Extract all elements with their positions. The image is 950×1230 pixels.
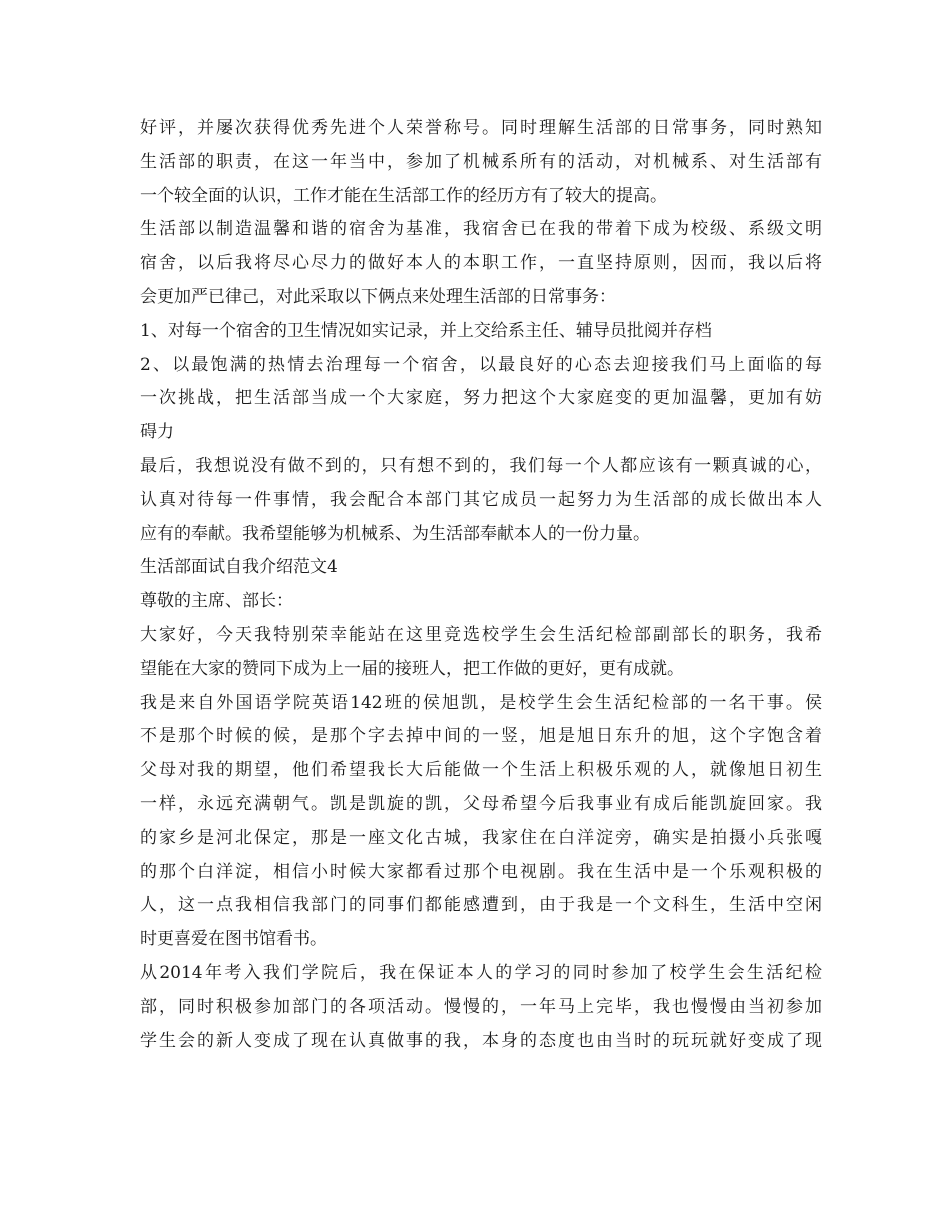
text-line: 认真对待每一件事情，我会配合本部门其它成员一起努力为生活部的成长做出本人 (140, 489, 822, 510)
text-line: 学生会的新人变成了现在认真做事的我，本身的态度也由当时的玩玩就好变成了现 (140, 1030, 822, 1051)
text-line: 会更加严已律己，对此采取以下俩点来处理生活部的日常事务： (140, 286, 616, 307)
text-line: 一个较全面的认识，工作才能在生活部工作的经历方有了较大的提高。 (140, 185, 667, 206)
text-line: 父母对我的期望，他们希望我长大后能做一个生活上积极乐观的人，就像旭日初生 (140, 760, 822, 781)
text-line: 尊敬的主席、部长： (140, 591, 293, 612)
text-line: 我是来自外国语学院英语142班的侯旭凯，是校学生会生活纪检部的一名干事。侯 (140, 692, 822, 713)
text-line: 宿舍，以后我将尽心尽力的做好本人的本职工作，一直坚持原则，因而，我以后将 (140, 253, 822, 274)
text-line: 不是那个时候的候，是那个字去掉中间的一竖，旭是旭日东升的旭，这个字饱含着 (140, 726, 822, 747)
text-line: 一次挑战，把生活部当成一个大家庭，努力把这个大家庭变的更加温馨，更加有妨 (140, 388, 822, 409)
document-body (140, 112, 822, 1058)
text-line: 最后，我想说没有做不到的，只有想不到的，我们每一个人都应该有一颗真诚的心， (140, 455, 822, 476)
text-line: 1、对每一个宿舍的卫生情况如实记录，并上交给系主任、辅导员批阅并存档 (140, 320, 712, 341)
text-line: 部，同时积极参加部门的各项活动。慢慢的，一年马上完毕，我也慢慢由当初参加 (140, 996, 822, 1017)
text-line: 好评，并屡次获得优秀先进个人荣誉称号。同时理解生活部的日常事务，同时熟知 (140, 118, 822, 138)
text-line: 生活部面试自我介绍范文4 (140, 557, 338, 578)
text-line: 时更喜爱在图书馆看书。 (140, 929, 327, 950)
text-line: 2、以最饱满的热情去治理每一个宿舍，以最良好的心态去迎接我们马上面临的每 (140, 354, 822, 375)
text-line: 生活部的职责，在这一年当中，参加了机械系所有的活动，对机械系、对生活部有 (140, 151, 822, 172)
text-line: 一样，永远充满朝气。凯是凯旋的凯，父母希望今后我事业有成后能凯旋回家。我 (140, 793, 822, 814)
text-line: 望能在大家的赞同下成为上一届的接班人，把工作做的更好，更有成就。 (140, 658, 684, 679)
text-line: 碍力 (140, 422, 174, 443)
text-line: 的家乡是河北保定，那是一座文化古城，我家住在白洋淀旁，确实是拍摄小兵张嘎 (140, 827, 822, 848)
text-line: 应有的奉献。我希望能够为机械系、为生活部奉献本人的一份力量。 (140, 523, 650, 544)
text-line: 从2014年考入我们学院后，我在保证本人的学习的同时参加了校学生会生活纪检 (140, 962, 822, 983)
text-line: 生活部以制造温馨和谐的宿舍为基准，我宿舍已在我的带着下成为校级、系级文明 (140, 219, 822, 240)
text-line: 的那个白洋淀，相信小时候大家都看过那个电视剧。我在生活中是一个乐观积极的 (140, 861, 822, 882)
text-line: 大家好，今天我特别荣幸能站在这里竞选校学生会生活纪检部副部长的职务，我希 (140, 624, 822, 645)
text-line: 人，这一点我相信我部门的同事们都能感遭到，由于我是一个文科生，生活中空闲 (140, 895, 822, 916)
